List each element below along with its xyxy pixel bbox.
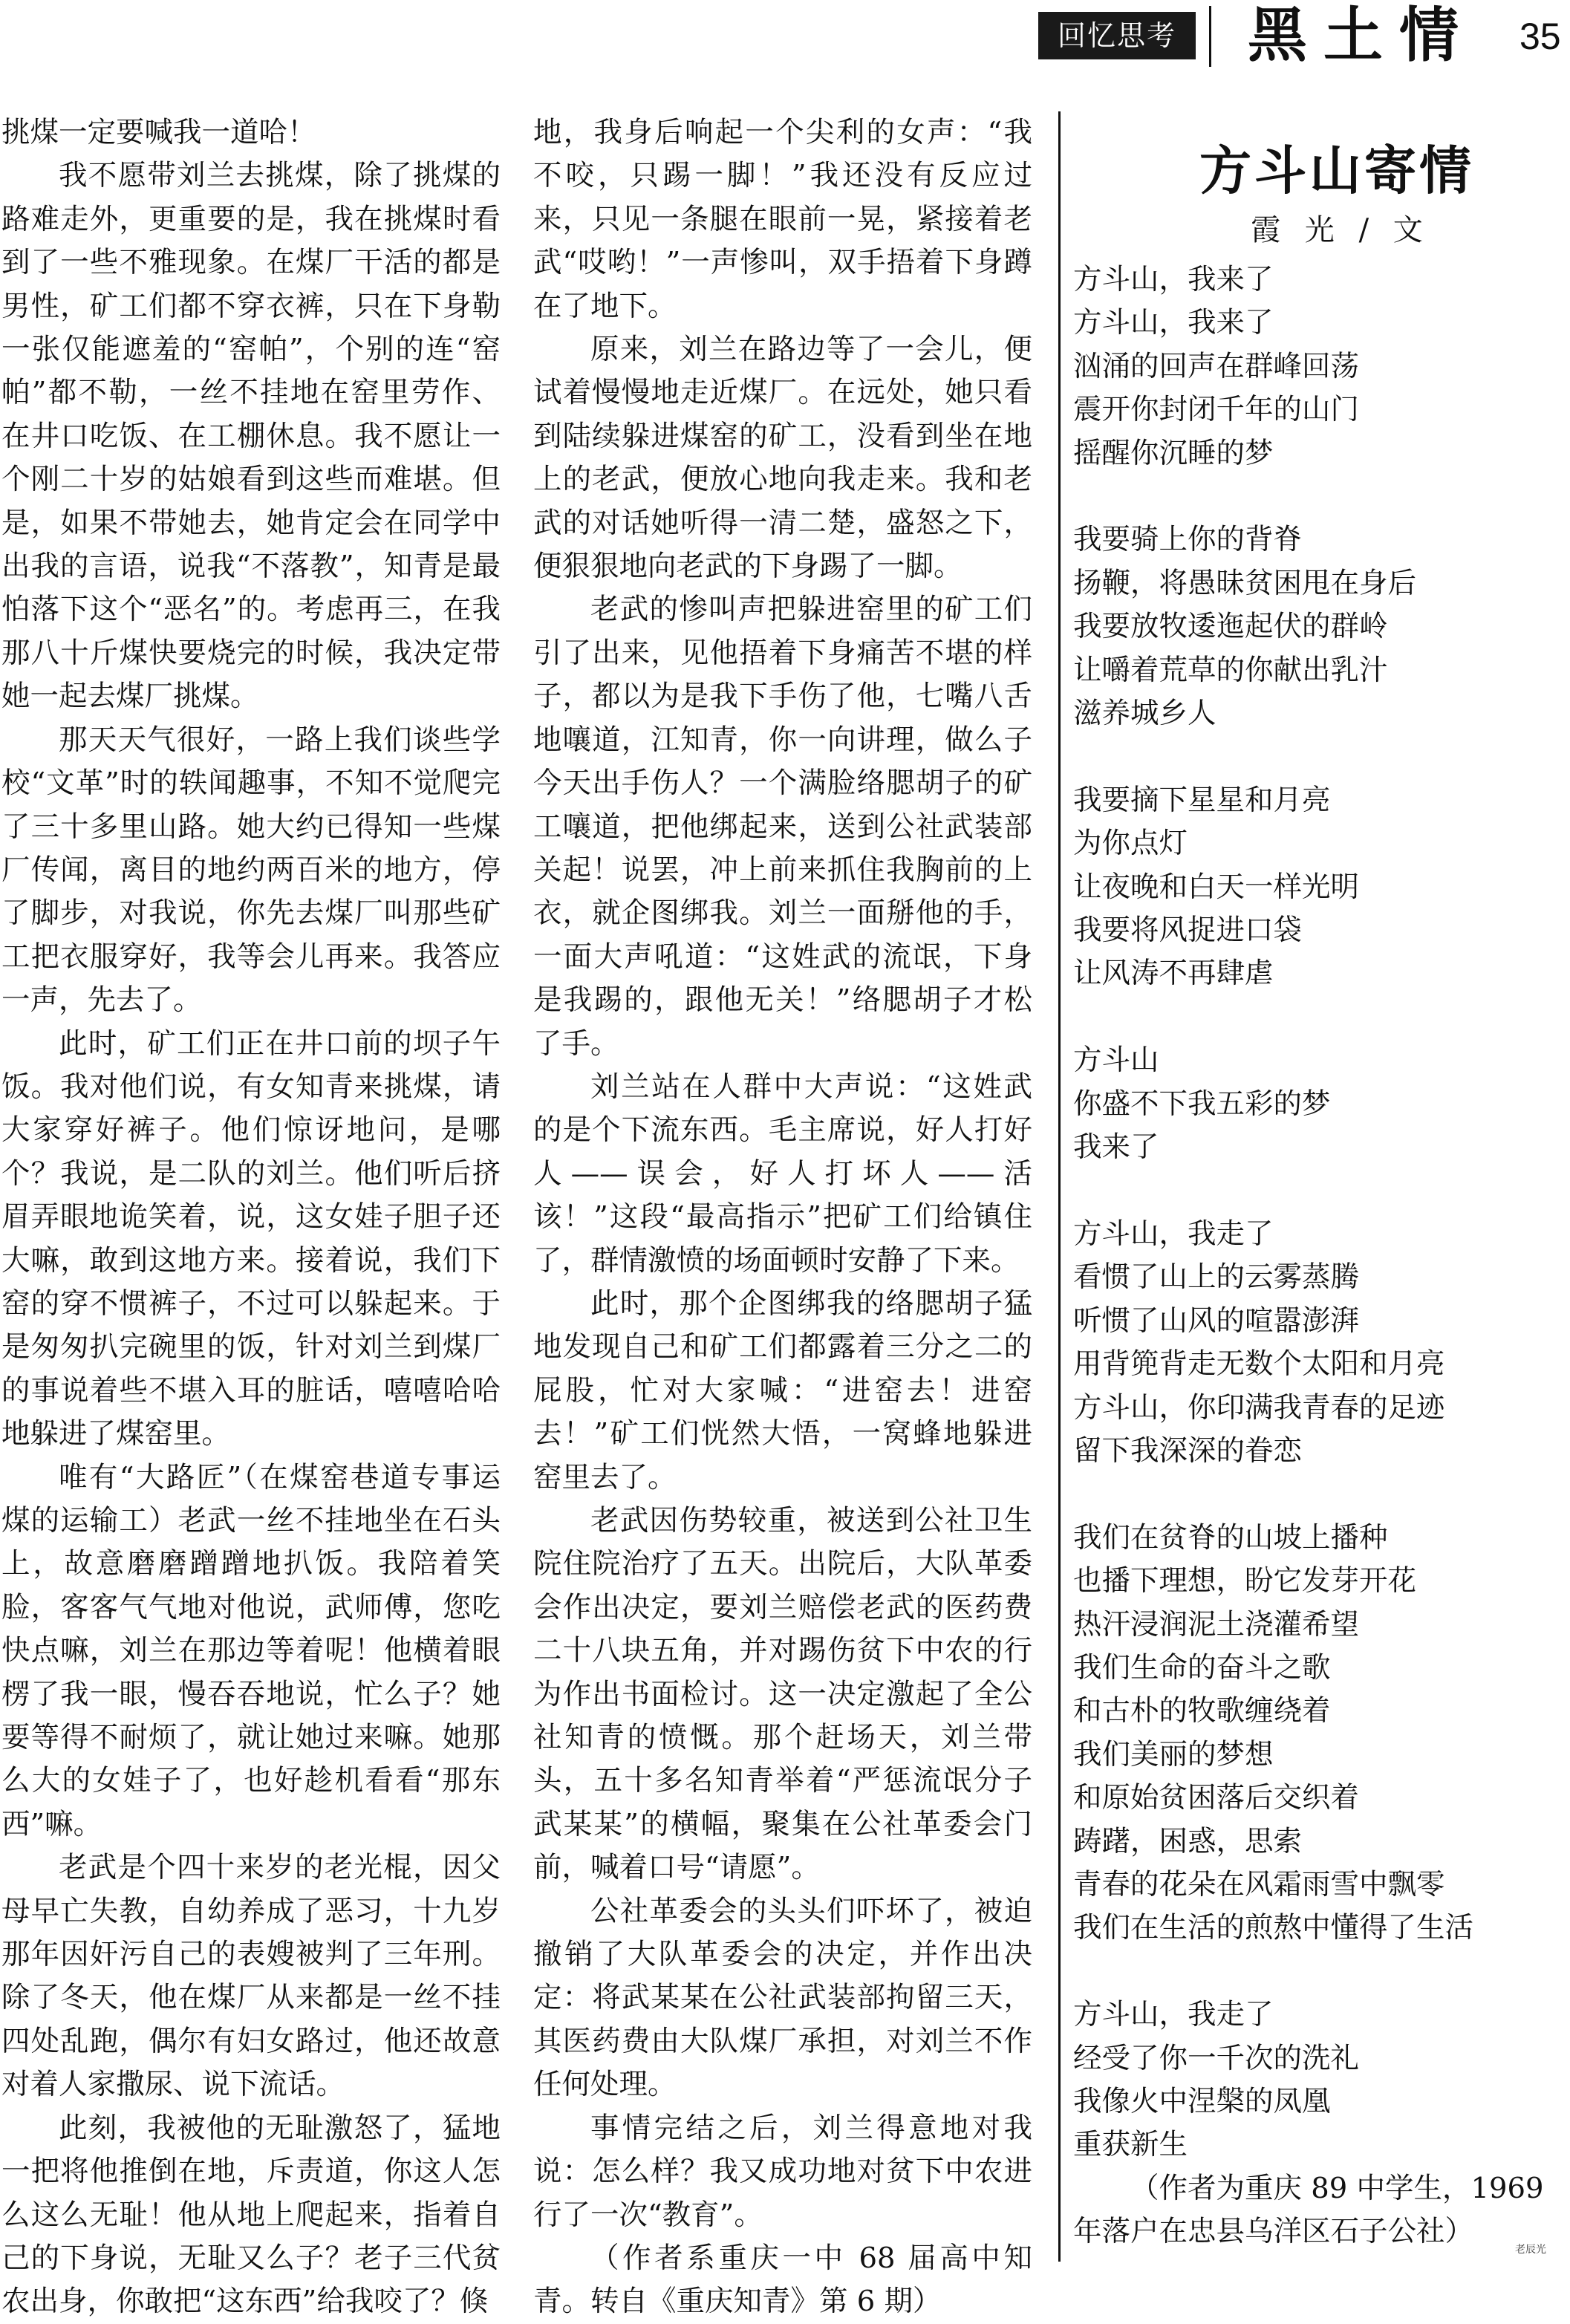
poem-title: 方斗山寄情 [1199, 140, 1474, 201]
article-column-1 [1, 111, 501, 2324]
poem-line: 滋养城乡人 [1073, 697, 1216, 731]
poem-stanza [1073, 779, 1563, 996]
poem-line: 汹涌的回声在群峰回荡 [1073, 349, 1360, 383]
paragraph: 公社革委会的头头们吓坏了，被迫撤销了大队革委会的决定，并作出决定：将武某某在公社武装部拘留三天，其医药费由大队煤厂承担，对刘兰不作任何处理。 [533, 1894, 1032, 2102]
paragraph: 原来，刘兰在路边等了一会儿，便试着慢慢地走近煤厂。在远处，她只看到陆续躲进煤窑的矿工，没看到坐在地上的老武，便放心地向我走来。我和老武的对话她听得一清二楚，盛怒之下，便狠狠地向老武的下身踢了一脚。 [533, 333, 1032, 584]
paragraph: 唯有“大路匠”（在煤窑巷道专事运煤的运输工）老武一丝不挂地坐在石头上，故意磨磨蹭蹭地扒饭。我陪着笑脸，客客气气地对他说，武师傅，您吃快点嘛，刘兰在那边等着呢！他横着眼楞了我一眼，慢吞吞地说，忙么子？她要等得不耐烦了，就让她过来嘛。她那么大的女娃子了，也好趁机看看“那东西”嘛。 [1, 1460, 501, 1841]
poem-line: 和古朴的牧歌缠绕着 [1073, 1694, 1331, 1728]
header-divider [1209, 6, 1211, 67]
poem-line: 我来了 [1073, 1130, 1159, 1165]
poem-line: 我要将风捉进口袋 [1073, 914, 1303, 948]
poem-line: 让夜晚和白天一样光明 [1073, 870, 1360, 904]
poem-line: 和原始贫困落后交织着 [1073, 1781, 1360, 1815]
poem-line: 方斗山，我走了 [1073, 1217, 1274, 1251]
poem-stanza [1073, 518, 1563, 735]
poem-line: 扬鞭，将愚昧贫困甩在身后 [1073, 566, 1417, 600]
poem-line: 方斗山，我来了 [1073, 306, 1274, 340]
poem-line: 我们在贫脊的山坡上播种 [1073, 1520, 1388, 1555]
article-column-2 [533, 111, 1032, 2324]
paragraph: 此刻，我被他的无耻激怒了，猛地一把将他推倒在地，斥责道，你这人怎么这么无耻！他从地上爬起来，指着自己的下身说，无耻又么子？老子三代贫农出身，你敢把“这东西”给我咬了？倏 [1, 2111, 501, 2319]
poem-author: 霞 光 / 文 [1251, 213, 1430, 247]
poem-line: 我要摘下星星和月亮 [1073, 783, 1331, 817]
poem-line: 摇醒你沉睡的梦 [1073, 436, 1274, 470]
poem-line: 方斗山，我走了 [1073, 1998, 1274, 2032]
poem-line: 经受了你一千次的洗礼 [1073, 2041, 1360, 2075]
poem-line: 方斗山，你印满我青春的足迹 [1073, 1390, 1445, 1425]
poem-stanza [1073, 1039, 1563, 1169]
poem-line: 为你点灯 [1073, 827, 1188, 861]
section-tag: 回忆思考 [1038, 12, 1196, 59]
poem-line: 看惯了山上的云雾蒸腾 [1073, 1260, 1360, 1295]
author-note: （作者系重庆一中 68 届高中知青。转自《重庆知青》第 6 期） [533, 2241, 1032, 2319]
poem-line: 用背篼背走无数个太阳和月亮 [1073, 1347, 1445, 1381]
poem-line: 也播下理想，盼它发芽开花 [1073, 1564, 1417, 1598]
poem-line: 重获新生 [1073, 2128, 1188, 2162]
poem-stanza [1073, 258, 1563, 475]
poem-line: 踌躇，困惑，思索 [1073, 1824, 1303, 1858]
magazine-title: 黑土情 [1248, 0, 1475, 70]
poem-line: 震开你封闭千年的山门 [1073, 393, 1360, 427]
poem-line: 我要放牧逶迤起伏的群岭 [1073, 610, 1388, 644]
watermark-text: 老辰光 [1515, 2244, 1546, 2256]
poem-line: 听惯了山风的喧嚣澎湃 [1073, 1303, 1360, 1338]
paragraph: 事情完结之后，刘兰得意地对我说：怎么样？我又成功地对贫下中农进行了一次“教育”。 [533, 2111, 1032, 2232]
poem-line: 方斗山 [1073, 1044, 1159, 1078]
poem-line: 让风涛不再肆虐 [1073, 957, 1274, 991]
poem-body [1073, 258, 1563, 2167]
poem-line: 我要骑上你的背脊 [1073, 523, 1303, 557]
paragraph: 刘兰站在人群中大声说：“这姓武的是个下流东西。毛主席说，好人打好人——误会，好人打坏人——活该！”这段“最高指示”把矿工们给镇住了，群情激愤的场面顿时安静了下来。 [533, 1070, 1032, 1277]
poem-section [1073, 111, 1563, 2254]
poem-line: 青春的花朵在风霜雨雪中飘零 [1073, 1867, 1445, 1901]
paragraph: 此时，那个企图绑我的络腮胡子猛地发现自己和矿工们都露着三分之二的屁股，忙对大家喊：“进窑去！进窑去！”矿工们恍然大悟，一窝蜂地躲进窑里去了。 [533, 1286, 1032, 1494]
paragraph: 此时，矿工们正在井口前的坝子午饭。我对他们说，有女知青来挑煤，请大家穿好裤子。他们惊讶地问，是哪个？我说，是二队的刘兰。他们听后挤眉弄眼地诡笑着，说，这女娃子胆子还大嘛，敢到这地方来。接着说，我们下窑的穿不惯裤子，不过可以躲起来。于是匆匆扒完碗里的饭，针对刘兰到煤厂的事说着些不堪入耳的脏话，嘻嘻哈哈地躲进了煤窑里。 [1, 1026, 501, 1451]
paragraph: 那天天气很好，一路上我们谈些学校“文革”时的轶闻趣事，不知不觉爬完了三十多里山路。她大约已得知一些煤厂传闻，离目的地约两百米的地方，停了脚步，对我说，你先去煤厂叫那些矿工把衣服穿好，我等会儿再来。我答应一声，先去了。 [1, 723, 501, 1018]
poem-line: 你盛不下我五彩的梦 [1073, 1087, 1331, 1121]
poem-line: 我像火中涅槃的凤凰 [1073, 2084, 1331, 2118]
poem-line: 我们在生活的煎熬中懂得了生活 [1073, 1911, 1474, 1945]
poem-author-note: （作者为重庆 89 中学生，1969 年落户在忠县乌洋区石子公社） [1073, 2171, 1544, 2249]
page-number: 35 [1519, 16, 1561, 57]
page-header [0, 0, 1570, 82]
poem-stanza [1073, 1213, 1563, 1473]
poem-line: 方斗山，我来了 [1073, 263, 1274, 296]
poem-line: 我们美丽的梦想 [1073, 1737, 1274, 1771]
poem-stanza [1073, 1517, 1563, 1950]
paragraph: 老武是个四十来岁的老光棍，因父母早亡失教，自幼养成了恶习，十九岁那年因奸污自己的表嫂被判了三年刑。除了冬天，他在煤厂从来都是一丝不挂四处乱跑，偶尔有妇女路过，他还故意对着人家撒尿、说下流话。 [1, 1851, 501, 2102]
column-divider [1058, 111, 1061, 2262]
paragraph: 我不愿带刘兰去挑煤，除了挑煤的路难走外，更重要的是，我在挑煤时看到了一些不雅现象。在煤厂干活的都是男性，矿工们都不穿衣裤，只在下身勒一张仅能遮羞的“窑帕”，个别的连“窑帕”都不勒，一丝不挂地在窑里劳作、在井口吃饭、在工棚休息。我不愿让一个刚二十岁的姑娘看到这些而难堪。但是，如果不带她去，她肯定会在同学中出我的言语，说我“不落教”，知青是最怕落下这个“恶名”的。考虑再三，在我那八十斤煤快要烧完的时候，我决定带她一起去煤厂挑煤。 [1, 159, 501, 714]
paragraph: 挑煤一定要喊我一道哈！ [1, 116, 316, 149]
poem-line: 留下我深深的眷恋 [1073, 1433, 1303, 1468]
poem-stanza [1073, 1993, 1563, 2167]
paragraph: 地，我身后响起一个尖利的女声：“我不咬，只踢一脚！”我还没有反应过来，只见一条腿在眼前一晃，紧接着老武“哎哟！”一声惨叫，双手捂着下身蹲在了地下。 [533, 116, 1032, 323]
poem-line: 让嚼着荒草的你献出乳汁 [1073, 653, 1388, 687]
poem-line: 热汗浸润泥土浇灌希望 [1073, 1607, 1360, 1641]
paragraph: 老武的惨叫声把躲进窑里的矿工们引了出来，见他捂着下身痛苦不堪的样子，都以为是我下手伤了他，七嘴八舌地嚷道，江知青，你一向讲理，做么子今天出手伤人？一个满脸络腮胡子的矿工嚷道，把他绑起来，送到公社武装部关起！说罢，冲上前来抓住我胸前的上衣，就企图绑我。刘兰一面掰他的手，一面大声吼道：“这姓武的流氓，下身是我踢的，跟他无关！”络腮胡子才松了手。 [533, 593, 1032, 1061]
poem-line: 我们生命的奋斗之歌 [1073, 1650, 1331, 1685]
paragraph: 老武因伤势较重，被送到公社卫生院住院治疗了五天。出院后，大队革委会作出决定，要刘兰赔偿老武的医药费二十八块五角，并对踢伤贫下中农的行为作出书面检讨。这一决定激起了全公社知青的愤慨。那个赶场天，刘兰带头，五十多名知青举着“严惩流氓分子武某某”的横幅，聚集在公社革委会门前，喊着口号“请愿”。 [533, 1504, 1032, 1885]
